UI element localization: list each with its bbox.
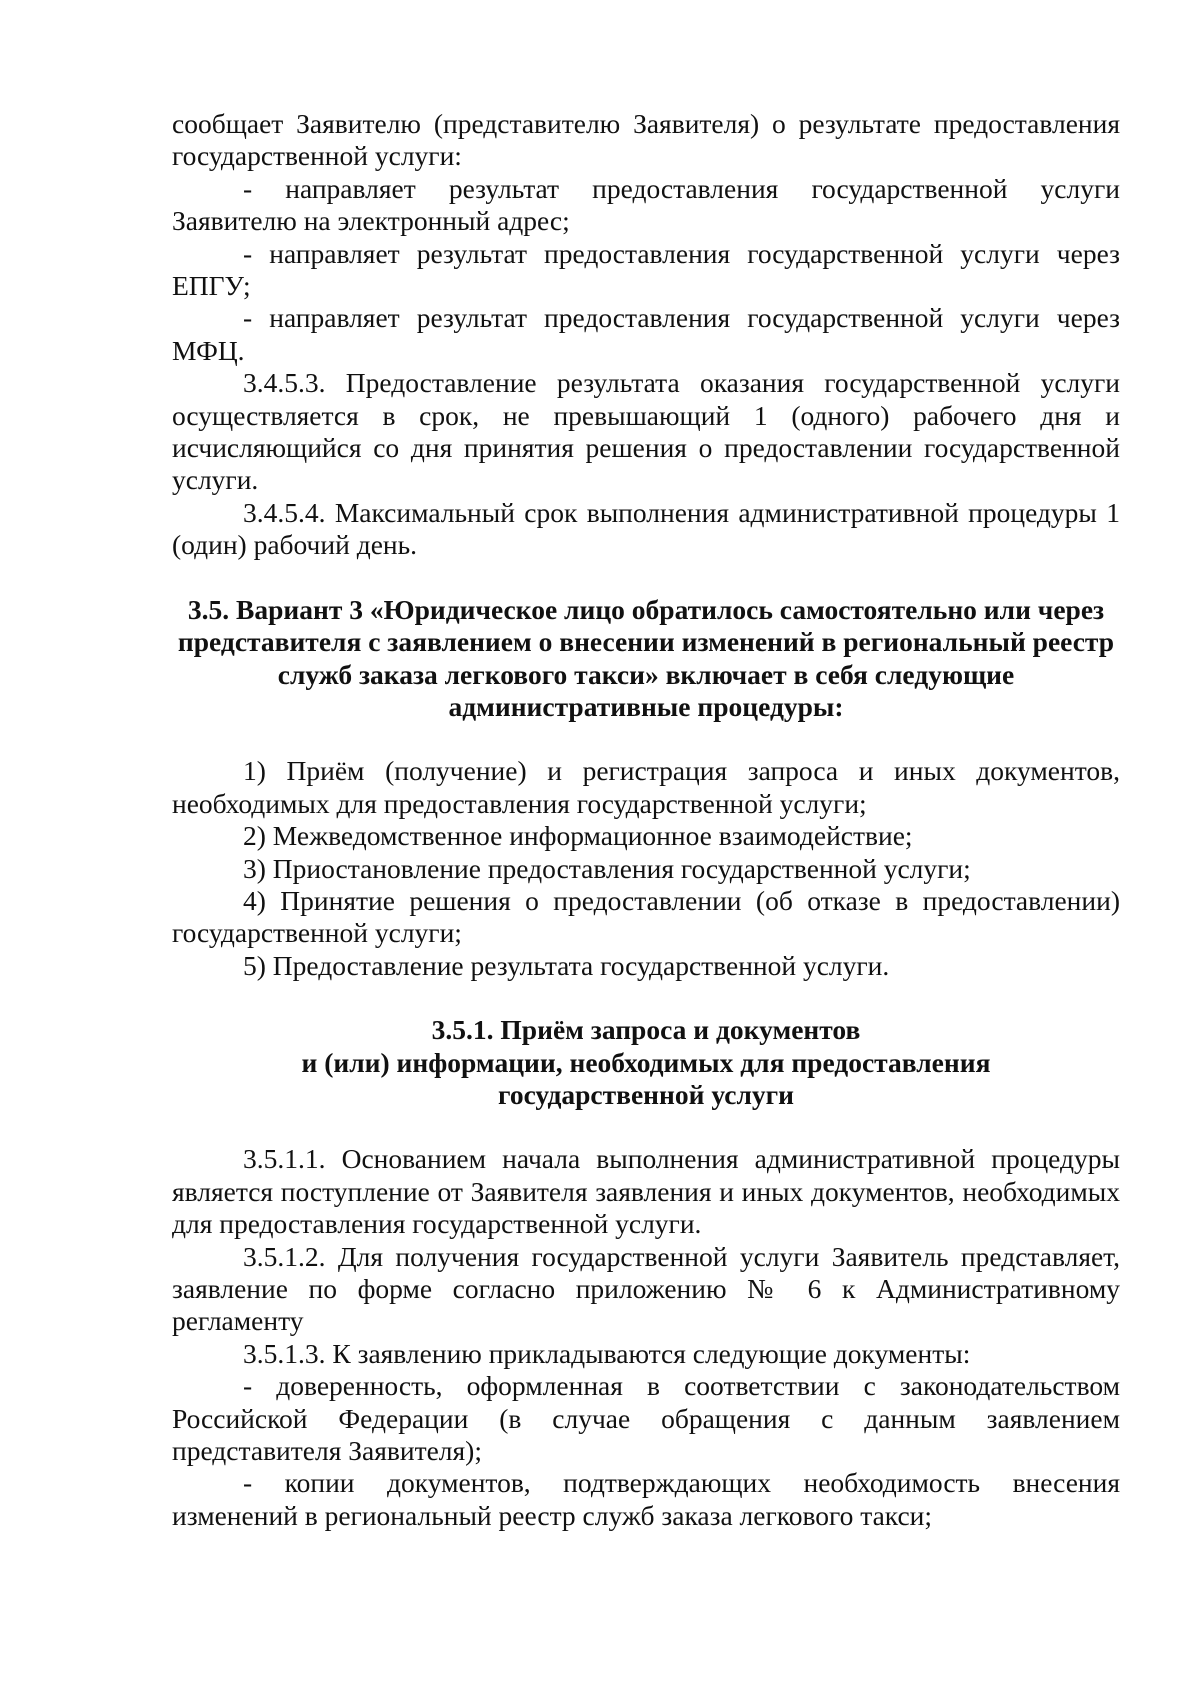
procedure-item-1: 1) Приём (получение) и регистрация запроса и иных документов, необходимых для предоставления государственной услуги; — [172, 755, 1120, 819]
document-item-copies: - копии документов, подтверждающих необходимость внесения изменений в региональный реестр служб заказа легкового такси; — [172, 1467, 1120, 1531]
spacer — [172, 982, 1120, 1014]
paragraph-3-4-5-3: 3.4.5.3. Предоставление результата оказания государственной услуги осуществляется в срок, не превышающий 1 (одного) рабочего дня и исчисляющийся со дня принятия решения о предоставлении государственной услуги. — [172, 367, 1120, 496]
paragraph-3-5-1-3: 3.5.1.3. К заявлению прикладываются следующие документы: — [243, 1337, 971, 1369]
document-item-power-of-attorney: - доверенность, оформленная в соответствии с законодательством Российской Федерации (в случае обращения с данным заявлением представителя Заявителя); — [172, 1370, 1120, 1467]
section-3-5-1-heading-line-1: 3.5.1. Приём запроса и документов — [431, 1014, 861, 1046]
section-3-5-heading: 3.5. Вариант 3 «Юридическое лицо обратилось самостоятельно или через представителя с заявлением о внесении изменений в региональный реестр служб заказа легкового такси» включает в себя следующие административные процедуры: — [177, 593, 1115, 722]
section-3-5-1-heading-line-2: и (или) информации, необходимых для предоставления — [301, 1046, 991, 1078]
section-3-5-1-heading-line-3: государственной услуги — [498, 1078, 794, 1110]
intro-paragraph: сообщает Заявителю (представителю Заявителя) о результате предоставления государственной услуги: — [172, 108, 1120, 172]
procedure-item-2: 2) Межведомственное информационное взаимодействие; — [243, 820, 913, 852]
bullet-mfc: - направляет результат предоставления государственной услуги через МФЦ. — [172, 302, 1120, 366]
paragraph-3-5-1-2: 3.5.1.2. Для получения государственной услуги Заявитель представляет, заявление по форме согласно приложению № 6 к Административному регламенту — [172, 1240, 1120, 1337]
spacer — [172, 723, 1120, 755]
paragraph-3-4-5-4: 3.4.5.4. Максимальный срок выполнения административной процедуры 1 (один) рабочий день. — [172, 496, 1120, 561]
spacer — [172, 1111, 1120, 1143]
bullet-email: - направляет результат предоставления государственной услуги Заявителю на электронный адрес; — [172, 172, 1120, 237]
paragraph-3-5-1-1: 3.5.1.1. Основанием начала выполнения административной процедуры является поступление от Заявителя заявления и иных документов, необходимых для предоставления государственной услуги. — [172, 1143, 1120, 1240]
procedure-item-4: 4) Принятие решения о предоставлении (об отказе в предоставлении) государственной услуги; — [172, 884, 1120, 949]
procedure-item-5: 5) Предоставление результата государственной услуги. — [243, 949, 890, 981]
spacer — [172, 562, 1120, 594]
document-page — [172, 108, 1120, 1532]
bullet-epgu: - направляет результат предоставления государственной услуги через ЕПГУ; — [172, 237, 1120, 302]
section-3-5-1-heading — [172, 1014, 1120, 1111]
procedure-item-3: 3) Приостановление предоставления государственной услуги; — [243, 852, 971, 884]
